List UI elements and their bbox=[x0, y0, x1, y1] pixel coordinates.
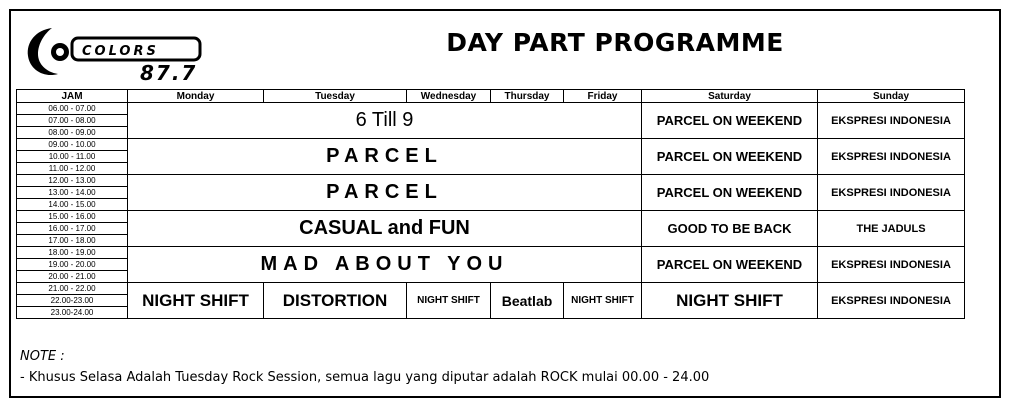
col-header-sunday: Sunday bbox=[818, 90, 965, 103]
svg-text:COLORS: COLORS bbox=[82, 44, 159, 59]
note-heading: NOTE : bbox=[20, 349, 65, 364]
hour-cell: 09.00 - 10.00 bbox=[17, 139, 128, 151]
program-saturday-block-1: PARCEL ON WEEKEND bbox=[642, 103, 818, 139]
hour-cell: 11.00 - 12.00 bbox=[17, 163, 128, 175]
table-row bbox=[17, 211, 965, 223]
program-weekday-block-2: PARCEL bbox=[128, 139, 642, 175]
table-row bbox=[17, 103, 965, 115]
hour-cell: 15.00 - 16.00 bbox=[17, 211, 128, 223]
program-saturday-block-3: PARCEL ON WEEKEND bbox=[642, 175, 818, 211]
hour-cell: 06.00 - 07.00 bbox=[17, 103, 128, 115]
program-sunday-block-3: EKSPRESI INDONESIA bbox=[818, 175, 965, 211]
program-sunday-block-1: EKSPRESI INDONESIA bbox=[818, 103, 965, 139]
col-header-saturday: Saturday bbox=[642, 90, 818, 103]
program-sunday-block-4: THE JADULS bbox=[818, 211, 965, 247]
program-sunday-block-5: EKSPRESI INDONESIA bbox=[818, 247, 965, 283]
program-saturday-block-4: GOOD TO BE BACK bbox=[642, 211, 818, 247]
hour-cell: 18.00 - 19.00 bbox=[17, 247, 128, 259]
hour-cell: 21.00 - 22.00 bbox=[17, 283, 128, 295]
hour-cell: 17.00 - 18.00 bbox=[17, 235, 128, 247]
header-row bbox=[17, 90, 965, 103]
program-saturday-block-5: PARCEL ON WEEKEND bbox=[642, 247, 818, 283]
hour-cell: 22.00-23.00 bbox=[17, 295, 128, 307]
program-saturday-night: NIGHT SHIFT bbox=[642, 283, 818, 319]
col-header-jam: JAM bbox=[17, 90, 128, 103]
program-weekday-block-1: 6 Till 9 bbox=[128, 103, 642, 139]
note-text: - Khusus Selasa Adalah Tuesday Rock Session, semua lagu yang diputar adalah ROCK mulai 00.00 - 24.00 bbox=[20, 370, 710, 385]
hour-cell: 19.00 - 20.00 bbox=[17, 259, 128, 271]
hour-cell: 13.00 - 14.00 bbox=[17, 187, 128, 199]
col-header-friday: Friday bbox=[564, 90, 642, 103]
program-sunday-block-2: EKSPRESI INDONESIA bbox=[818, 139, 965, 175]
program-sunday-night: EKSPRESI INDONESIA bbox=[818, 283, 965, 319]
program-thursday-night: Beatlab bbox=[491, 283, 564, 319]
page-title: DAY PART PROGRAMME bbox=[446, 28, 784, 57]
hour-cell: 08.00 - 09.00 bbox=[17, 127, 128, 139]
col-header-wednesday: Wednesday bbox=[407, 90, 491, 103]
table-row bbox=[17, 283, 965, 295]
program-weekday-block-5: MAD ABOUT YOU bbox=[128, 247, 642, 283]
program-wednesday-night: NIGHT SHIFT bbox=[407, 283, 491, 319]
svg-text:87.7: 87.7 bbox=[140, 61, 198, 84]
program-monday-night: NIGHT SHIFT bbox=[128, 283, 264, 319]
col-header-monday: Monday bbox=[128, 90, 264, 103]
program-tuesday-night: DISTORTION bbox=[264, 283, 407, 319]
col-header-thursday: Thursday bbox=[491, 90, 564, 103]
hour-cell: 12.00 - 13.00 bbox=[17, 175, 128, 187]
table-row bbox=[17, 247, 965, 259]
colors-logo bbox=[22, 22, 232, 84]
table-row bbox=[17, 139, 965, 151]
program-weekday-block-3: PARCEL bbox=[128, 175, 642, 211]
program-weekday-block-4: CASUAL and FUN bbox=[128, 211, 642, 247]
hour-cell: 10.00 - 11.00 bbox=[17, 151, 128, 163]
program-friday-night: NIGHT SHIFT bbox=[564, 283, 642, 319]
hour-cell: 20.00 - 21.00 bbox=[17, 271, 128, 283]
hour-cell: 23.00-24.00 bbox=[17, 307, 128, 319]
table-row bbox=[17, 175, 965, 187]
hour-cell: 07.00 - 08.00 bbox=[17, 115, 128, 127]
colors-logo-mark-icon bbox=[28, 28, 69, 75]
hour-cell: 14.00 - 15.00 bbox=[17, 199, 128, 211]
col-header-tuesday: Tuesday bbox=[264, 90, 407, 103]
program-saturday-block-2: PARCEL ON WEEKEND bbox=[642, 139, 818, 175]
schedule-table bbox=[16, 89, 965, 319]
hour-cell: 16.00 - 17.00 bbox=[17, 223, 128, 235]
